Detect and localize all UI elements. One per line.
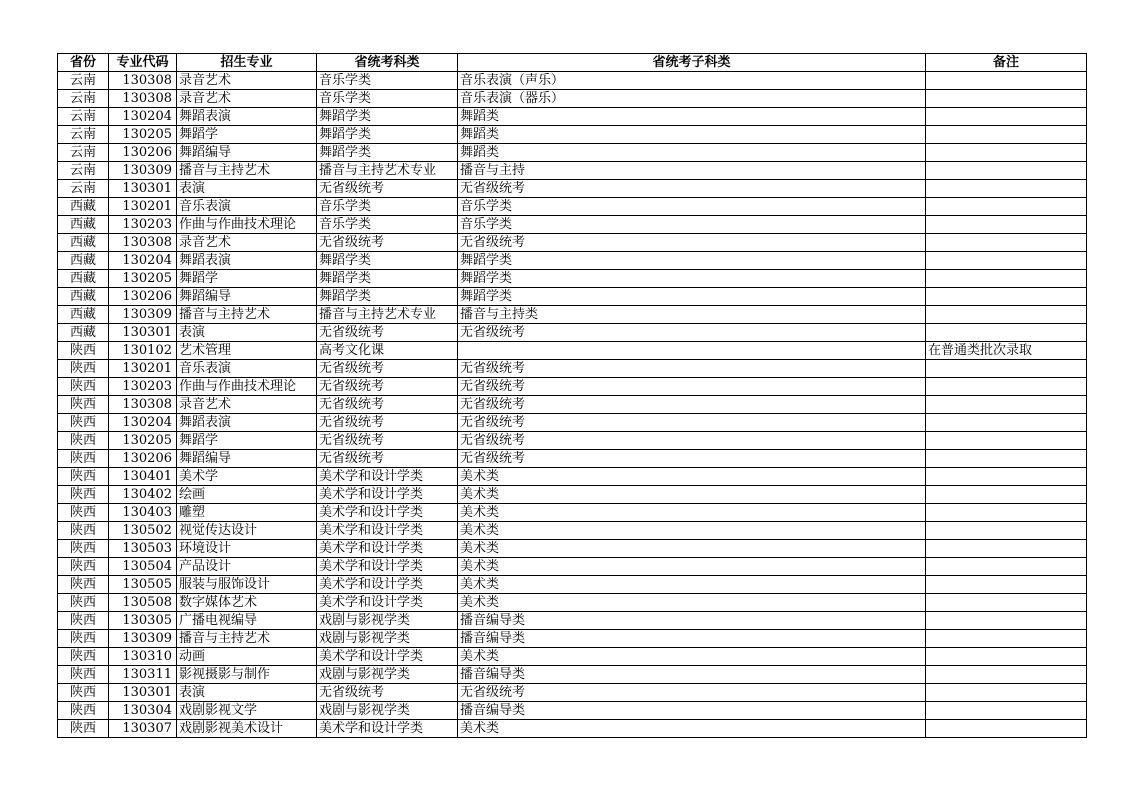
cell-major[interactable]: 美术学: [177, 468, 317, 486]
cell-notes[interactable]: [926, 702, 1087, 720]
cell-notes[interactable]: [926, 486, 1087, 504]
cell-major-code[interactable]: 130102: [109, 342, 177, 360]
cell-notes[interactable]: [926, 684, 1087, 702]
cell-notes[interactable]: 在普通类批次录取: [926, 342, 1087, 360]
cell-major[interactable]: 动画: [177, 648, 317, 666]
table-row: [58, 684, 1087, 702]
cell-major[interactable]: 作曲与作曲技术理论: [177, 216, 317, 234]
cell-exam-category[interactable]: 舞蹈学类: [317, 270, 458, 288]
cell-major-code[interactable]: 130402: [109, 486, 177, 504]
cell-major-code[interactable]: 130301: [109, 324, 177, 342]
cell-major-code[interactable]: 130311: [109, 666, 177, 684]
cell-notes[interactable]: [926, 594, 1087, 612]
cell-exam-subcategory[interactable]: 美术类: [458, 522, 926, 540]
cell-exam-category[interactable]: 无省级统考: [317, 234, 458, 252]
cell-major[interactable]: 录音艺术: [177, 72, 317, 90]
table-row: [58, 126, 1087, 144]
cell-major-code[interactable]: 130309: [109, 630, 177, 648]
cell-exam-subcategory[interactable]: [458, 342, 926, 360]
cell-major[interactable]: 服装与服饰设计: [177, 576, 317, 594]
cell-province[interactable]: 陕西: [58, 612, 109, 630]
cell-major[interactable]: 数字媒体艺术: [177, 594, 317, 612]
cell-exam-category[interactable]: 舞蹈学类: [317, 126, 458, 144]
cell-province[interactable]: 云南: [58, 90, 109, 108]
cell-major[interactable]: 舞蹈学: [177, 126, 317, 144]
cell-notes[interactable]: [926, 450, 1087, 468]
cell-exam-subcategory[interactable]: 美术类: [458, 720, 926, 738]
cell-province[interactable]: 西藏: [58, 288, 109, 306]
cell-exam-subcategory[interactable]: 舞蹈类: [458, 108, 926, 126]
cell-exam-subcategory[interactable]: 美术类: [458, 648, 926, 666]
cell-exam-category[interactable]: 戏剧与影视学类: [317, 612, 458, 630]
cell-major-code[interactable]: 130308: [109, 90, 177, 108]
cell-major[interactable]: 绘画: [177, 486, 317, 504]
cell-province[interactable]: 陕西: [58, 342, 109, 360]
cell-exam-category[interactable]: 无省级统考: [317, 414, 458, 432]
cell-notes[interactable]: [926, 216, 1087, 234]
cell-major[interactable]: 播音与主持艺术: [177, 630, 317, 648]
table-row: [58, 108, 1087, 126]
cell-exam-subcategory[interactable]: 美术类: [458, 540, 926, 558]
cell-exam-category[interactable]: 播音与主持艺术专业: [317, 306, 458, 324]
table-row: [58, 234, 1087, 252]
table-row: [58, 648, 1087, 666]
cell-major-code[interactable]: 130502: [109, 522, 177, 540]
cell-exam-subcategory[interactable]: 无省级统考: [458, 396, 926, 414]
cell-exam-category[interactable]: 无省级统考: [317, 378, 458, 396]
admissions-table: [57, 53, 1087, 738]
table-row: [58, 216, 1087, 234]
cell-major-code[interactable]: 130309: [109, 162, 177, 180]
cell-major[interactable]: 舞蹈编导: [177, 288, 317, 306]
cell-exam-subcategory[interactable]: 无省级统考: [458, 684, 926, 702]
cell-notes[interactable]: [926, 306, 1087, 324]
cell-exam-subcategory[interactable]: 无省级统考: [458, 324, 926, 342]
cell-major[interactable]: 舞蹈表演: [177, 108, 317, 126]
cell-notes[interactable]: [926, 576, 1087, 594]
header-exam-category[interactable]: 省统考科类: [317, 54, 458, 72]
cell-exam-subcategory[interactable]: 舞蹈学类: [458, 252, 926, 270]
cell-major[interactable]: 舞蹈学: [177, 432, 317, 450]
cell-notes[interactable]: [926, 180, 1087, 198]
cell-major[interactable]: 环境设计: [177, 540, 317, 558]
cell-exam-category[interactable]: 美术学和设计学类: [317, 558, 458, 576]
cell-exam-category[interactable]: 无省级统考: [317, 180, 458, 198]
cell-province[interactable]: 西藏: [58, 216, 109, 234]
table-row: [58, 270, 1087, 288]
cell-exam-subcategory[interactable]: 音乐表演（器乐）: [458, 90, 926, 108]
cell-major-code[interactable]: 130206: [109, 144, 177, 162]
cell-major[interactable]: 录音艺术: [177, 396, 317, 414]
cell-province[interactable]: 陕西: [58, 396, 109, 414]
cell-exam-category[interactable]: 无省级统考: [317, 432, 458, 450]
cell-major[interactable]: 戏剧影视文学: [177, 702, 317, 720]
cell-notes[interactable]: [926, 72, 1087, 90]
cell-province[interactable]: 陕西: [58, 576, 109, 594]
cell-major-code[interactable]: 130403: [109, 504, 177, 522]
cell-major[interactable]: 雕塑: [177, 504, 317, 522]
cell-notes[interactable]: [926, 666, 1087, 684]
table-row: [58, 378, 1087, 396]
cell-exam-category[interactable]: 美术学和设计学类: [317, 486, 458, 504]
table-row: [58, 522, 1087, 540]
cell-major[interactable]: 表演: [177, 180, 317, 198]
cell-exam-subcategory[interactable]: 无省级统考: [458, 360, 926, 378]
cell-exam-category[interactable]: 无省级统考: [317, 324, 458, 342]
cell-exam-category[interactable]: 无省级统考: [317, 450, 458, 468]
cell-exam-subcategory[interactable]: 美术类: [458, 486, 926, 504]
cell-major-code[interactable]: 130205: [109, 270, 177, 288]
cell-major-code[interactable]: 130204: [109, 414, 177, 432]
table-row: [58, 72, 1087, 90]
cell-major-code[interactable]: 130204: [109, 252, 177, 270]
cell-province[interactable]: 西藏: [58, 324, 109, 342]
cell-exam-subcategory[interactable]: 音乐学类: [458, 198, 926, 216]
cell-province[interactable]: 陕西: [58, 378, 109, 396]
cell-province[interactable]: 陕西: [58, 540, 109, 558]
cell-notes[interactable]: [926, 720, 1087, 738]
cell-exam-category[interactable]: 音乐学类: [317, 90, 458, 108]
cell-exam-category[interactable]: 美术学和设计学类: [317, 540, 458, 558]
cell-exam-subcategory[interactable]: 无省级统考: [458, 414, 926, 432]
table-row: [58, 198, 1087, 216]
spreadsheet: [57, 53, 1087, 738]
header-notes[interactable]: 备注: [926, 54, 1087, 72]
cell-exam-subcategory[interactable]: 无省级统考: [458, 378, 926, 396]
cell-major[interactable]: 表演: [177, 324, 317, 342]
cell-exam-subcategory[interactable]: 美术类: [458, 504, 926, 522]
cell-major-code[interactable]: 130309: [109, 306, 177, 324]
cell-major-code[interactable]: 130205: [109, 126, 177, 144]
cell-notes[interactable]: [926, 144, 1087, 162]
header-row: [58, 54, 1087, 72]
cell-major-code[interactable]: 130504: [109, 558, 177, 576]
cell-exam-subcategory[interactable]: 播音与主持: [458, 162, 926, 180]
header-major[interactable]: 招生专业: [177, 54, 317, 72]
cell-major-code[interactable]: 130505: [109, 576, 177, 594]
cell-major[interactable]: 戏剧影视美术设计: [177, 720, 317, 738]
cell-major[interactable]: 作曲与作曲技术理论: [177, 378, 317, 396]
cell-major-code[interactable]: 130401: [109, 468, 177, 486]
cell-notes[interactable]: [926, 126, 1087, 144]
cell-exam-subcategory[interactable]: 无省级统考: [458, 234, 926, 252]
cell-notes[interactable]: [926, 162, 1087, 180]
table-row: [58, 162, 1087, 180]
cell-major[interactable]: 音乐表演: [177, 360, 317, 378]
cell-province[interactable]: 陕西: [58, 468, 109, 486]
table-row: [58, 594, 1087, 612]
cell-province[interactable]: 云南: [58, 108, 109, 126]
cell-exam-category[interactable]: 播音与主持艺术专业: [317, 162, 458, 180]
cell-exam-subcategory[interactable]: 音乐学类: [458, 216, 926, 234]
cell-notes[interactable]: [926, 522, 1087, 540]
cell-province[interactable]: 西藏: [58, 306, 109, 324]
cell-major-code[interactable]: 130204: [109, 108, 177, 126]
cell-major-code[interactable]: 130203: [109, 378, 177, 396]
cell-exam-category[interactable]: 音乐学类: [317, 72, 458, 90]
cell-province[interactable]: 陕西: [58, 594, 109, 612]
cell-exam-category[interactable]: 美术学和设计学类: [317, 468, 458, 486]
cell-notes[interactable]: [926, 414, 1087, 432]
cell-exam-category[interactable]: 高考文化课: [317, 342, 458, 360]
cell-notes[interactable]: [926, 396, 1087, 414]
cell-major[interactable]: 录音艺术: [177, 90, 317, 108]
cell-major-code[interactable]: 130205: [109, 432, 177, 450]
table-row: [58, 306, 1087, 324]
cell-major-code[interactable]: 130304: [109, 702, 177, 720]
cell-notes[interactable]: [926, 378, 1087, 396]
cell-notes[interactable]: [926, 324, 1087, 342]
cell-notes[interactable]: [926, 468, 1087, 486]
cell-province[interactable]: 陕西: [58, 414, 109, 432]
cell-exam-category[interactable]: 无省级统考: [317, 360, 458, 378]
cell-exam-category[interactable]: 音乐学类: [317, 198, 458, 216]
cell-major-code[interactable]: 130308: [109, 72, 177, 90]
cell-exam-category[interactable]: 美术学和设计学类: [317, 648, 458, 666]
table-row: [58, 540, 1087, 558]
table-row: [58, 576, 1087, 594]
cell-exam-subcategory[interactable]: 美术类: [458, 558, 926, 576]
cell-major[interactable]: 产品设计: [177, 558, 317, 576]
cell-province[interactable]: 云南: [58, 144, 109, 162]
cell-exam-subcategory[interactable]: 美术类: [458, 594, 926, 612]
cell-exam-subcategory[interactable]: 播音编导类: [458, 630, 926, 648]
table-row: [58, 450, 1087, 468]
cell-major-code[interactable]: 130308: [109, 396, 177, 414]
header-major-code[interactable]: 专业代码: [109, 54, 177, 72]
cell-major[interactable]: 播音与主持艺术: [177, 306, 317, 324]
cell-exam-category[interactable]: 无省级统考: [317, 396, 458, 414]
cell-exam-subcategory[interactable]: 舞蹈类: [458, 144, 926, 162]
cell-province[interactable]: 陕西: [58, 360, 109, 378]
header-province[interactable]: 省份: [58, 54, 109, 72]
cell-exam-category[interactable]: 美术学和设计学类: [317, 522, 458, 540]
cell-major[interactable]: 广播电视编导: [177, 612, 317, 630]
cell-major-code[interactable]: 130503: [109, 540, 177, 558]
cell-exam-subcategory[interactable]: 播音编导类: [458, 612, 926, 630]
cell-exam-category[interactable]: 美术学和设计学类: [317, 594, 458, 612]
cell-major-code[interactable]: 130310: [109, 648, 177, 666]
table-row: [58, 720, 1087, 738]
cell-province[interactable]: 陕西: [58, 504, 109, 522]
cell-exam-subcategory[interactable]: 舞蹈学类: [458, 288, 926, 306]
cell-major-code[interactable]: 130301: [109, 180, 177, 198]
cell-province[interactable]: 陕西: [58, 432, 109, 450]
cell-province[interactable]: 西藏: [58, 270, 109, 288]
cell-exam-subcategory[interactable]: 美术类: [458, 468, 926, 486]
table-row: [58, 504, 1087, 522]
cell-province[interactable]: 陕西: [58, 450, 109, 468]
cell-exam-subcategory[interactable]: 播音与主持类: [458, 306, 926, 324]
cell-major-code[interactable]: 130508: [109, 594, 177, 612]
table-row: [58, 414, 1087, 432]
cell-major-code[interactable]: 130307: [109, 720, 177, 738]
cell-exam-subcategory[interactable]: 美术类: [458, 576, 926, 594]
table-row: [58, 144, 1087, 162]
cell-exam-category[interactable]: 美术学和设计学类: [317, 576, 458, 594]
cell-notes[interactable]: [926, 648, 1087, 666]
cell-major-code[interactable]: 130203: [109, 216, 177, 234]
table-row: [58, 486, 1087, 504]
table-row: [58, 180, 1087, 198]
cell-major[interactable]: 舞蹈学: [177, 270, 317, 288]
table-body: [58, 72, 1087, 738]
table-row: [58, 90, 1087, 108]
cell-province[interactable]: 云南: [58, 162, 109, 180]
cell-exam-category[interactable]: 戏剧与影视学类: [317, 630, 458, 648]
cell-province[interactable]: 陕西: [58, 486, 109, 504]
cell-province[interactable]: 西藏: [58, 198, 109, 216]
cell-notes[interactable]: [926, 612, 1087, 630]
cell-exam-category[interactable]: 舞蹈学类: [317, 144, 458, 162]
cell-province[interactable]: 西藏: [58, 252, 109, 270]
table-row: [58, 324, 1087, 342]
cell-major[interactable]: 播音与主持艺术: [177, 162, 317, 180]
cell-major[interactable]: 舞蹈表演: [177, 414, 317, 432]
cell-notes[interactable]: [926, 540, 1087, 558]
table-row: [58, 558, 1087, 576]
cell-major[interactable]: 视觉传达设计: [177, 522, 317, 540]
cell-major[interactable]: 音乐表演: [177, 198, 317, 216]
cell-province[interactable]: 云南: [58, 180, 109, 198]
cell-major[interactable]: 舞蹈表演: [177, 252, 317, 270]
cell-notes[interactable]: [926, 432, 1087, 450]
cell-major-code[interactable]: 130301: [109, 684, 177, 702]
cell-exam-subcategory[interactable]: 播音编导类: [458, 666, 926, 684]
table-row: [58, 612, 1087, 630]
cell-exam-subcategory[interactable]: 舞蹈学类: [458, 270, 926, 288]
table-row: [58, 702, 1087, 720]
cell-exam-category[interactable]: 舞蹈学类: [317, 108, 458, 126]
cell-exam-subcategory[interactable]: 音乐表演（声乐）: [458, 72, 926, 90]
table-row: [58, 468, 1087, 486]
cell-major-code[interactable]: 130201: [109, 360, 177, 378]
table-row: [58, 432, 1087, 450]
cell-exam-subcategory[interactable]: 无省级统考: [458, 180, 926, 198]
cell-notes[interactable]: [926, 558, 1087, 576]
cell-major-code[interactable]: 130308: [109, 234, 177, 252]
cell-exam-subcategory[interactable]: 无省级统考: [458, 432, 926, 450]
cell-province[interactable]: 云南: [58, 126, 109, 144]
cell-major-code[interactable]: 130206: [109, 288, 177, 306]
cell-exam-category[interactable]: 无省级统考: [317, 684, 458, 702]
table-row: [58, 252, 1087, 270]
cell-province[interactable]: 陕西: [58, 558, 109, 576]
cell-exam-subcategory[interactable]: 播音编导类: [458, 702, 926, 720]
cell-exam-category[interactable]: 舞蹈学类: [317, 252, 458, 270]
cell-major[interactable]: 影视摄影与制作: [177, 666, 317, 684]
cell-exam-category[interactable]: 美术学和设计学类: [317, 504, 458, 522]
cell-exam-subcategory[interactable]: 舞蹈类: [458, 126, 926, 144]
cell-province[interactable]: 陕西: [58, 630, 109, 648]
header-exam-subcategory[interactable]: 省统考子科类: [458, 54, 926, 72]
cell-major-code[interactable]: 130206: [109, 450, 177, 468]
cell-exam-category[interactable]: 音乐学类: [317, 216, 458, 234]
cell-major[interactable]: 舞蹈编导: [177, 450, 317, 468]
table-row: [58, 360, 1087, 378]
cell-province[interactable]: 云南: [58, 72, 109, 90]
cell-exam-category[interactable]: 舞蹈学类: [317, 288, 458, 306]
cell-province[interactable]: 陕西: [58, 720, 109, 738]
cell-major[interactable]: 录音艺术: [177, 234, 317, 252]
cell-notes[interactable]: [926, 270, 1087, 288]
cell-notes[interactable]: [926, 108, 1087, 126]
cell-major[interactable]: 表演: [177, 684, 317, 702]
cell-notes[interactable]: [926, 90, 1087, 108]
cell-notes[interactable]: [926, 252, 1087, 270]
table-row: [58, 342, 1087, 360]
cell-major[interactable]: 舞蹈编导: [177, 144, 317, 162]
cell-major[interactable]: 艺术管理: [177, 342, 317, 360]
cell-exam-category[interactable]: 戏剧与影视学类: [317, 702, 458, 720]
cell-province[interactable]: 陕西: [58, 522, 109, 540]
cell-major-code[interactable]: 130201: [109, 198, 177, 216]
cell-notes[interactable]: [926, 288, 1087, 306]
cell-exam-subcategory[interactable]: 无省级统考: [458, 450, 926, 468]
table-row: [58, 630, 1087, 648]
table-row: [58, 288, 1087, 306]
cell-province[interactable]: 陕西: [58, 666, 109, 684]
cell-notes[interactable]: [926, 234, 1087, 252]
cell-exam-category[interactable]: 戏剧与影视学类: [317, 666, 458, 684]
cell-province[interactable]: 陕西: [58, 702, 109, 720]
cell-notes[interactable]: [926, 504, 1087, 522]
cell-notes[interactable]: [926, 360, 1087, 378]
cell-notes[interactable]: [926, 198, 1087, 216]
cell-province[interactable]: 西藏: [58, 234, 109, 252]
cell-notes[interactable]: [926, 630, 1087, 648]
table-row: [58, 666, 1087, 684]
cell-exam-category[interactable]: 美术学和设计学类: [317, 720, 458, 738]
cell-province[interactable]: 陕西: [58, 648, 109, 666]
table-row: [58, 396, 1087, 414]
cell-province[interactable]: 陕西: [58, 684, 109, 702]
cell-major-code[interactable]: 130305: [109, 612, 177, 630]
